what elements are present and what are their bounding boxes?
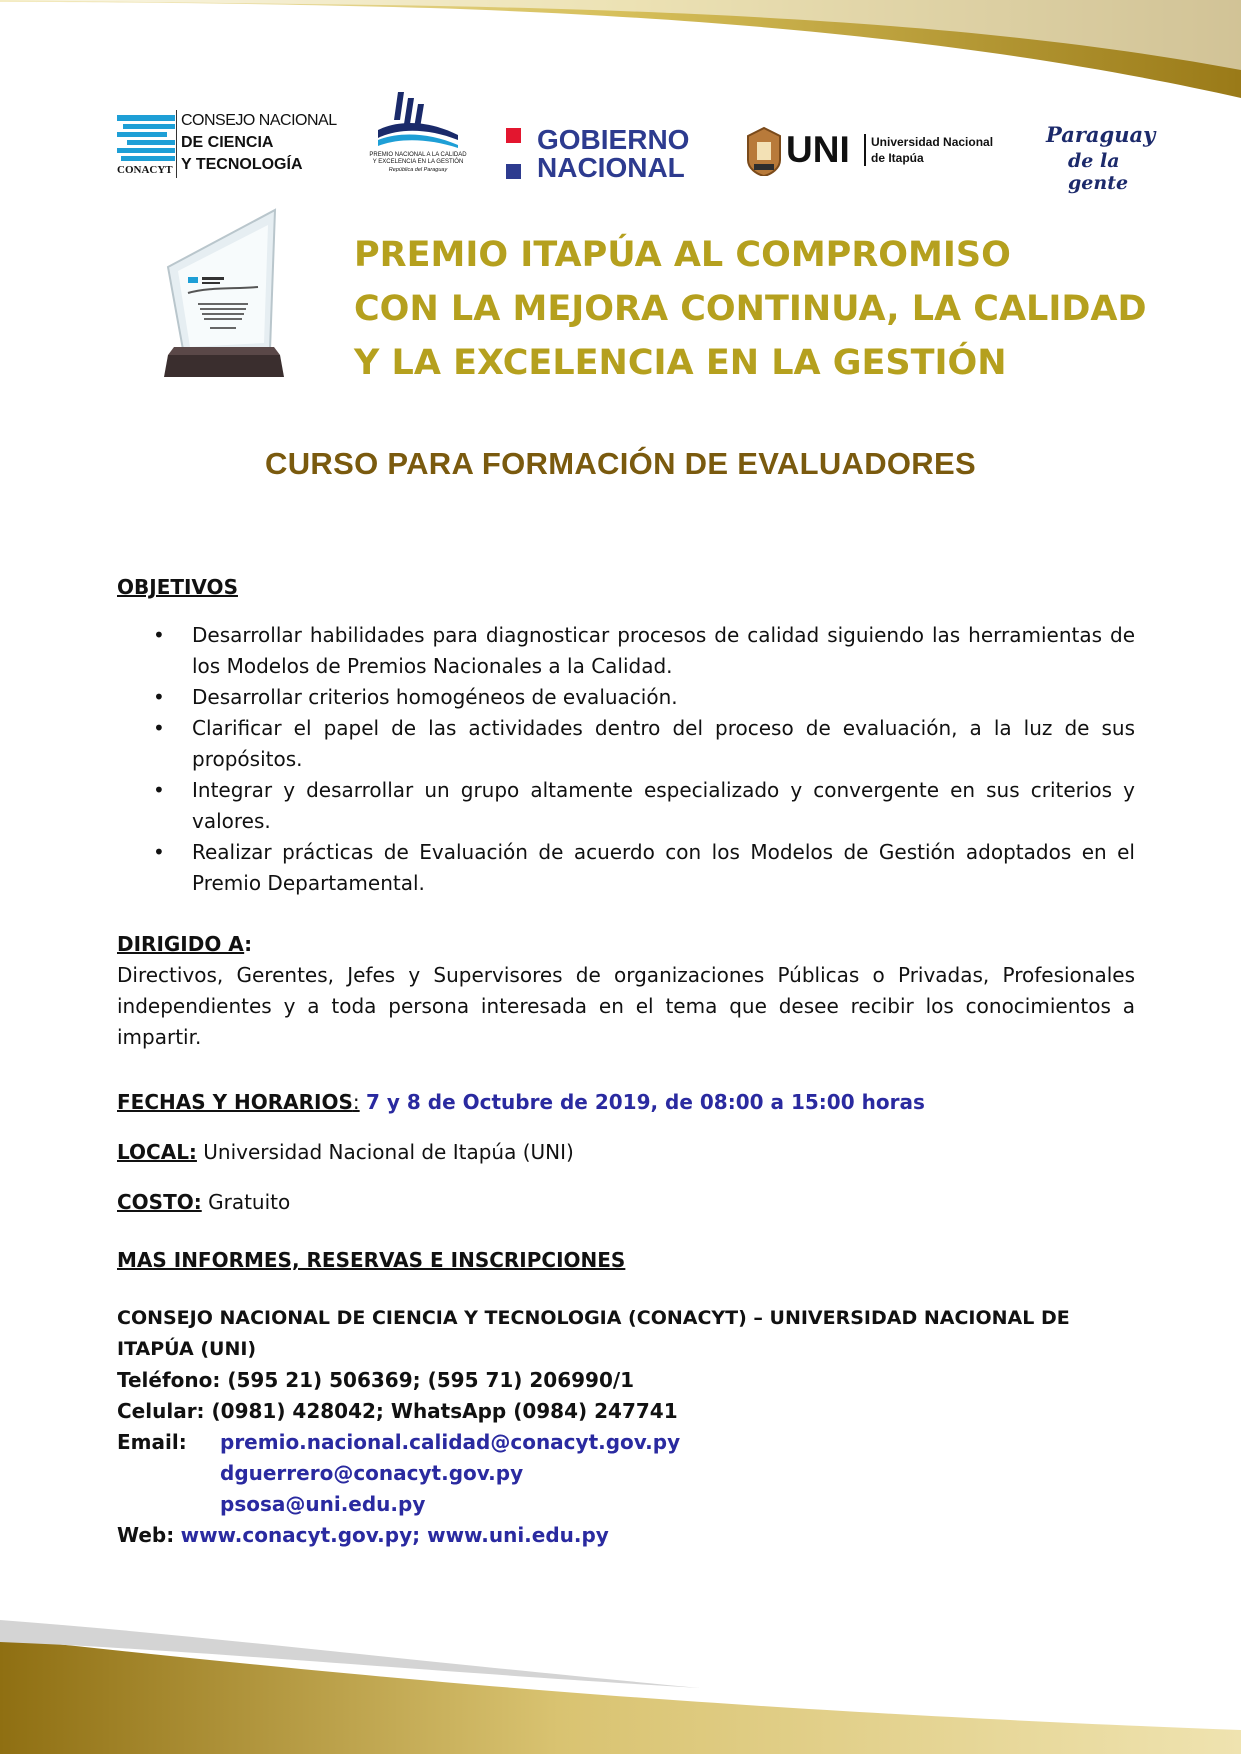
email-link[interactable]: psosa@uni.edu.py [220,1492,426,1516]
email-block [117,1427,1135,1516]
course-title: CURSO PARA FORMACIÓN DE EVALUADORES [265,446,976,481]
web-line [117,1520,1135,1551]
uni-line1: Universidad Nacional [871,135,994,149]
informes-heading: MAS INFORMES, RESERVAS E INSCRIPCIONES [117,1248,626,1272]
conacyt-logo [117,110,347,180]
award-title-line2: CON LA MEJORA CONTINUA, LA CALIDAD [354,289,1147,329]
conacyt-line1: CONSEJO NACIONAL [181,112,337,129]
document-body [117,572,1135,1551]
award-title-line3: Y LA EXCELENCIA EN LA GESTIÓN [354,343,1007,383]
premio-line3: República del Paraguay [388,167,448,173]
email-link[interactable]: premio.nacional.calidad@conacyt.gov.py [220,1430,681,1454]
local-heading: LOCAL: [117,1140,197,1164]
gobierno-line1: GOBIERNO [537,124,690,155]
paraguay-line1: Paraguay [1046,122,1156,147]
uni-line2: de Itapúa [871,151,924,165]
web-links[interactable]: www.conacyt.gov.py; www.uni.edu.py [180,1523,609,1547]
bottom-swoosh-decoration [0,1580,1241,1754]
gobierno-red-square-icon [506,128,521,143]
dirigido-heading: DIRIGIDO A [117,932,245,956]
award-title [354,228,1147,390]
objetivos-heading: OBJETIVOS [117,575,238,599]
list-item: • Integrar y desarrollar un grupo altamente especializado y convergente en sus criterios y valores. [117,775,1135,837]
list-item: • Realizar prácticas de Evaluación de acuerdo con los Modelos de Gestión adoptados en el Premio Departamental. [117,837,1135,899]
dirigido-section [117,929,1135,1053]
conacyt-line3: Y TECNOLOGÍA [181,156,303,173]
list-item: • Clarificar el papel de las actividades dentro del proceso de evaluación, a la luz de sus propósitos. [117,713,1135,775]
local-section [117,1137,1135,1168]
trophy-image [158,205,288,380]
paraguay-de-la-gente-logo [1040,122,1170,194]
premio-nacional-logo [368,90,468,185]
fechas-section [117,1087,1135,1118]
email-label: Email: [117,1430,187,1454]
premio-mark-icon [378,90,458,150]
conacyt-abbr: CONACYT [117,164,173,176]
uni-abbr: UNI [786,129,850,170]
gobierno-blue-square-icon [506,164,521,179]
bullet-icon: • [153,716,165,740]
bullet-icon: • [153,840,165,864]
award-title-line1: PREMIO ITAPÚA AL COMPROMISO [354,235,1011,275]
informes-org: CONSEJO NACIONAL DE CIENCIA Y TECNOLOGIA (CONACYT) – UNIVERSIDAD NACIONAL DE ITAPÚA (UNI) [117,1307,1070,1360]
fechas-colon: : [352,1090,360,1114]
premio-line2: Y EXCELENCIA EN LA GESTIÓN [372,159,464,165]
paraguay-line2: de la gente [1068,150,1129,194]
web-label: Web: [117,1523,175,1547]
informes-telefono: Teléfono: (595 21) 506369; (595 71) 206990/1 [117,1368,635,1392]
top-swoosh-decoration [0,0,1241,110]
uni-seal-icon [744,126,784,176]
fechas-value: 7 y 8 de Octubre de 2019, de 08:00 a 15:00 horas [366,1090,925,1114]
costo-section [117,1187,1135,1218]
local-value: Universidad Nacional de Itapúa (UNI) [203,1140,574,1164]
premio-line1: PREMIO NACIONAL A LA CALIDAD [369,152,467,158]
gobierno-nacional-logo [506,126,706,186]
conacyt-mark-icon [117,115,175,165]
bullet-icon: • [153,685,165,709]
costo-heading: COSTO: [117,1190,202,1214]
dirigido-text: Directivos, Gerentes, Jefes y Supervisores de organizaciones Públicas o Privadas, Profesionales independientes y a toda persona interesada en el tema que desee recibir los conocimientos a impartir. [117,963,1135,1049]
informes-celular: Celular: (0981) 428042; WhatsApp (0984) 247741 [117,1399,678,1423]
bullet-icon: • [153,778,165,802]
gobierno-line2: NACIONAL [537,152,685,183]
list-item: • Desarrollar criterios homogéneos de evaluación. [117,682,1135,713]
email-link[interactable]: dguerrero@conacyt.gov.py [220,1461,524,1485]
costo-value: Gratuito [208,1190,291,1214]
dirigido-colon: : [244,932,253,956]
objetivos-list [117,620,1135,899]
list-item: • Desarrollar habilidades para diagnosticar procesos de calidad siguiendo las herramientas de los Modelos de Premios Nacionales a la Calidad. [117,620,1135,682]
uni-logo [744,124,1019,180]
bullet-icon: • [153,623,165,647]
fechas-heading: FECHAS Y HORARIOS [117,1090,353,1114]
conacyt-line2: DE CIENCIA [181,134,274,151]
